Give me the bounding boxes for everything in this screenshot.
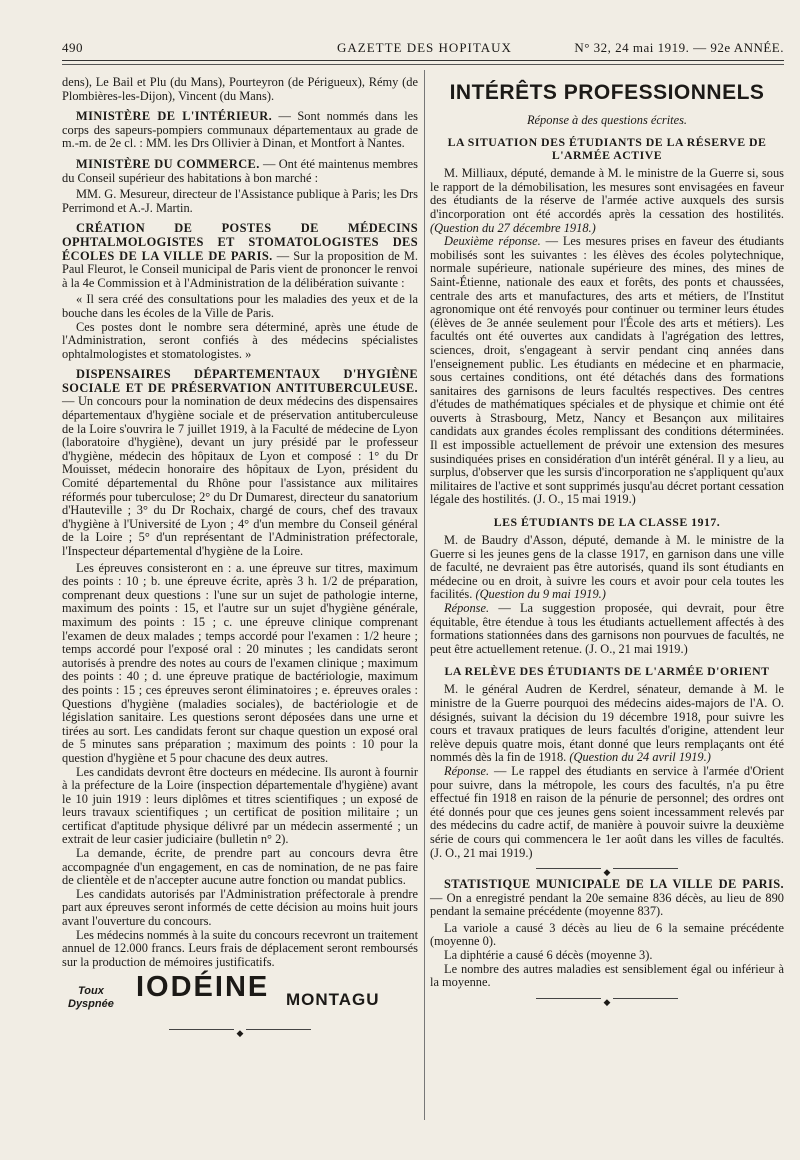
ad-tagline-line: Dyspnée — [68, 998, 114, 1011]
paragraph: Les candidats devront être docteurs en médecine. Ils auront à fournir à la préfecture de la Loire (inspection départementale d'hygiène) avant le 10 juin 1919 : leurs diplômes et titres scientifiques ; un exposé de leurs travaux scientifiques ; un certificat de position militaire ; un certificat d'aptitude physique délivré par un médecin assermenté ; un extrait de leur casier judiciaire (bulletin n° 2). — [62, 764, 418, 847]
ornament-icon: ◆ — [601, 867, 614, 877]
item-text: — On a enregistré pendant la 20e semaine 836 décès, au lieu de 890 pendant la semaine précédente (moyenne 837). — [430, 890, 784, 919]
paragraph — [430, 765, 784, 860]
item-title: CRÉATION DE POSTES DE MÉDECINS OPHTALMOLOGISTES ET STOMATOLOGISTES DES ÉCOLES DE LA VILLE DE PARIS. — [62, 221, 418, 263]
ornament-divider — [430, 995, 784, 1007]
issue-line: N° 32, 24 mai 1919. — 92e ANNÉE. — [574, 40, 784, 55]
item-text: — Sont nommés dans les corps des sapeurs-pompiers communaux départementaux au grade de m.-m. de 2e cl. : MM. les Drs Ollivier à Dinan, et Montfort à Nantes. — [62, 109, 418, 151]
reply-ref: (J. O., 15 mai 1919.) — [533, 492, 636, 507]
paragraph: dens), Le Bail et Plu (du Mans), Pourteyron (de Périgueux), Rémy (de Plombières-les-Dijon), Vincent (du Mans). — [62, 75, 418, 103]
item-text: — Ont été maintenus membres du Conseil supérieur des habitations à bon marché : — [62, 156, 418, 185]
journal-title: GAZETTE DES HOPITAUX — [337, 40, 512, 55]
header-rule-thin — [62, 64, 784, 65]
paragraph: Les épreuves consisteront en : a. une épreuve sur titres, maximum des points : 10 ; b. une épreuve écrite, après 3 h. 1/2 de préparation, comprenant deux questions : l'une sur un sujet de pathologie interne, maximum des points : 15, et l'autre sur un sujet d'hygiène générale, maximum des points : 15 ; c. une épreuve clinique comprenant l'examen de deux malades ; temps accordé pour l'examen : 1/2 heure ; temps accordé pour l'exposé oral : 20 minutes ; les candidats seront autorisés à prendre des notes au cours de l'examen clinique ; maximum des points : 40 ; d. une épreuve pratique de bactériologie, maximum des points : 15 ; ces épreuves seront éliminatoires ; e. épreuves orales : Questions d'hygiène (maladies sociales), de bactériologie et de législation sanitaire. Les questions seront déposées dans une urne et tirées au sort. Les candidats feront sur chaque question un exposé oral de 5 minutes sans préparation ; maximum des points : 10 pour la question d'hygiène et 5 pour chacune des deux autres. — [62, 560, 418, 765]
news-item-dispensaires — [62, 368, 418, 558]
paragraph: Le nombre des autres maladies est sensiblement égal ou inférieur à la moyenne. — [430, 961, 784, 990]
ornament-divider — [62, 1026, 418, 1039]
paragraph — [430, 602, 784, 656]
item-text: — Sur la proposition de M. Paul Fleurot, le Conseil municipal de Paris vient de prononcer le renvoi à la 4e Commission et à l'Administration de la délibération suivante : — [62, 248, 418, 290]
question-text: M. le général Audren de Kerdrel, sénateur, demande à M. le ministre de la Guerre pourquoi des médecins aides-majors de l'A. O. désignés, suivant la décision du 19 décembre 1918, pour suivre les cours et travaux pratiques de leurs facultés d'origine, attendent leur relève depuis quatre mois, étant donné que leurs remplaçants ont été nommés dès la fin de 1918. — [430, 682, 784, 765]
reply-text: — Le rappel des étudiants en service à l'armée d'Orient pour suivre, dans la métropole, les cours des facultés, n'a pu être effectué fin 1918 en raison de la pénurie de personnel; des ordres ont été donnés pour que ces jeunes gens soient incessamment relevés par des médecins du cadre actif, de manière à pouvoir suivre la deuxième série de cours qui commencera le 1er août dans les villes de facultés. — [430, 763, 784, 846]
section-title: INTÉRÊTS PROFESSIONNELS — [449, 81, 765, 104]
ornament-icon: ◆ — [601, 997, 614, 1007]
paragraph: Les candidats autorisés par l'Administration préfectorale à prendre part aux épreuves seront informés de cette décision au moins huit jours avant l'ouverture du concours. — [62, 886, 418, 929]
ad-tagline — [68, 985, 114, 1011]
question-text: M. Milliaux, député, demande à M. le ministre de la Guerre si, sous le rapport de la démobilisation, les mesures sont envisagées en faveur des étudiants de la réserve de l'armée active auxquels des sursis d'incorporation ont été accordés après la cessation des hostilités. — [430, 166, 784, 221]
right-column — [430, 76, 784, 1006]
advertisement — [62, 971, 418, 1021]
news-item-statistique — [430, 878, 784, 919]
question-ref: (Question du 27 décembre 1918.) — [430, 220, 596, 235]
reply-lead: Réponse. — [444, 763, 490, 778]
page-number: 490 — [62, 40, 83, 55]
running-header — [62, 38, 784, 58]
article-heading: LA RELÈVE DES ÉTUDIANTS DE L'ARMÉE D'ORIENT — [444, 664, 770, 679]
reply-text: — La suggestion proposée, qui devrait, pour être équitable, être étendue à tous les étudiants actuellement affectés à des formations stationnées dans des garnisons non pourvues de facultés, ne peut être actuellement retenue. — [430, 601, 784, 656]
news-item-interieur — [62, 110, 418, 151]
reply-lead: Réponse. — [444, 601, 490, 615]
left-column — [62, 76, 418, 1037]
news-item-commerce — [62, 158, 418, 185]
ornament-icon: ◆ — [234, 1028, 247, 1038]
question-ref: (Question du 9 mai 1919.) — [475, 587, 606, 602]
item-text: — Un concours pour la nomination de deux médecins des dispensaires départementaux d'hygiène sociale et de préservation antituberculeuse de la Loire s'ouvrira le 7 juillet 1919, à la Faculté de médecine de Lyon (laboratoire d'hygiène), devant un jury présidé par le professeur d'hygiène, médecin des hôpitaux de Lyon et composé : 1° du Dr Mouisset, médecin honoraire des hôpitaux de Lyon, président du Comité départemental du Rhône pour l'assistance aux militaires réformés pour tuberculose; 2° du Dr Dumarest, directeur du sanatorium d'Hauteville ; 3° du Dr Rochaix, chargé de cours, chef des travaux d'hygiène à l'Université de Lyon ; 4° d'un membre du Conseil général de la Loire ; 5° d'un représentant de l'Administration préfectorale, l'Inspecteur départemental d'hygiène de la Loire. — [62, 394, 418, 558]
item-title: MINISTÈRE DU COMMERCE. — [76, 156, 260, 171]
article-heading: LA SITUATION DES ÉTUDIANTS DE LA RÉSERVE DE L'ARMÉE ACTIVE — [447, 135, 767, 163]
section-subtitle: Réponse à des questions écrites. — [526, 112, 687, 127]
paragraph: La diphtérie a causé 6 décès (moyenne 3). — [444, 948, 653, 963]
header-rule — [62, 60, 784, 61]
paragraph — [430, 534, 784, 602]
question-text: M. de Baudry d'Asson, député, demande à M. le ministre de la Guerre si les jeunes gens de la classe 1917, en garnison dans une ville de faculté, ne devraient pas être autorisés, quand ils sont étudiants en médecine ou en droit, à suivre les cours et avoir pour cela toutes les facilités. — [430, 533, 784, 602]
paragraph: La variole a causé 3 décès au lieu de 6 la semaine précédente (moyenne 0). — [430, 920, 784, 949]
reply-text: — Les mesures prises en faveur des étudiants mobilisés sont les suivantes : les élèves des écoles polytechnique, normale supérieure, nationale supérieure des mines, des mines de Saint-Étienne, nationale des eaux et forêts, des ponts et chaussées, centrale des arts et manufactures, des arts et métiers, de l'Institut agronomique ont été renvoyés pour continuer ou terminer leurs études (élèves de 3e année seulement pour l'École des arts et métiers). Les facultés ont été ouvertes aux candidats à l'agrégation des lettres, sciences, droit, s'engageant à servir pendant cinq années dans l'enseignement public. Les étudiants en médecine et en pharmacie, sous certaines conditions, ont été détachés dans des formations sanitaires des garnisons de leurs facultés respectives. Des centres d'études de mathématiques spéciales et de physique et chimie ont été ouverts à Strasbourg, Metz, Nancy et Besançon aux militaires candidats aux grandes écoles remplissant des conditions déterminées. Il est impossible actuellement de prévoir une extension des mesures susindiquées prises en considération d'un intérêt général. Il y a lieu, au surplus, d'observer que les sursis d'incorporation ne s'appliquent qu'aux militaires de l'active et sont supprimés jusqu'au décret portant cessation légale des hostilités. — [430, 234, 784, 507]
paragraph: La demande, écrite, de prendre part au concours devra être accompagnée d'un engagement, en cas de nomination, de ne pas faire de clientèle et de n'accepter aucune autre fonction ou mandat publics. — [62, 846, 418, 888]
reply-lead: Deuxième réponse. — [444, 234, 541, 249]
item-title: STATISTIQUE MUNICIPALE DE LA VILLE DE PARIS. — [444, 877, 784, 892]
article-heading: LES ÉTUDIANTS DE LA CLASSE 1917. — [493, 515, 721, 530]
column-divider — [424, 70, 425, 1120]
paragraph: MM. G. Mesureur, directeur de l'Assistance publique à Paris; les Drs Perrimond et A.-J. Martin. — [62, 187, 418, 215]
paragraph — [430, 683, 784, 765]
ad-brand: MONTAGU — [286, 990, 380, 1010]
item-title: MINISTÈRE DE L'INTÉRIEUR. — [76, 109, 273, 124]
ad-tagline-line: Toux — [77, 985, 104, 998]
ad-product: IODÉINE — [136, 971, 270, 1004]
reply-ref: (J. O., 21 mai 1919.) — [430, 845, 533, 860]
paragraph: Les médecins nommés à la suite du concours recevront un traitement annuel de 12.000 francs. Leurs frais de déplacement seront remboursés sur la production de mémoires justificatifs. — [62, 927, 419, 969]
reply-ref: (J. O., 21 mai 1919.) — [585, 641, 688, 656]
news-item-postes — [62, 222, 418, 290]
paragraph — [430, 167, 784, 235]
item-title: DISPENSAIRES DÉPARTEMENTAUX D'HYGIÈNE SOCIALE ET DE PRÉSERVATION ANTITUBERCULEUSE. — [62, 367, 418, 395]
ornament-divider — [430, 865, 784, 878]
question-ref: (Question du 24 avril 1919.) — [569, 750, 711, 765]
paragraph — [430, 235, 784, 507]
paragraph: Ces postes dont le nombre sera déterminé, après une étude de l'Administration, seront confiés à des médecins spécialistes ophtalmologistes et stomatologistes. » — [62, 319, 418, 361]
paragraph: « Il sera créé des consultations pour les maladies des yeux et de la bouche dans les écoles de la Ville de Paris. — [62, 292, 418, 320]
